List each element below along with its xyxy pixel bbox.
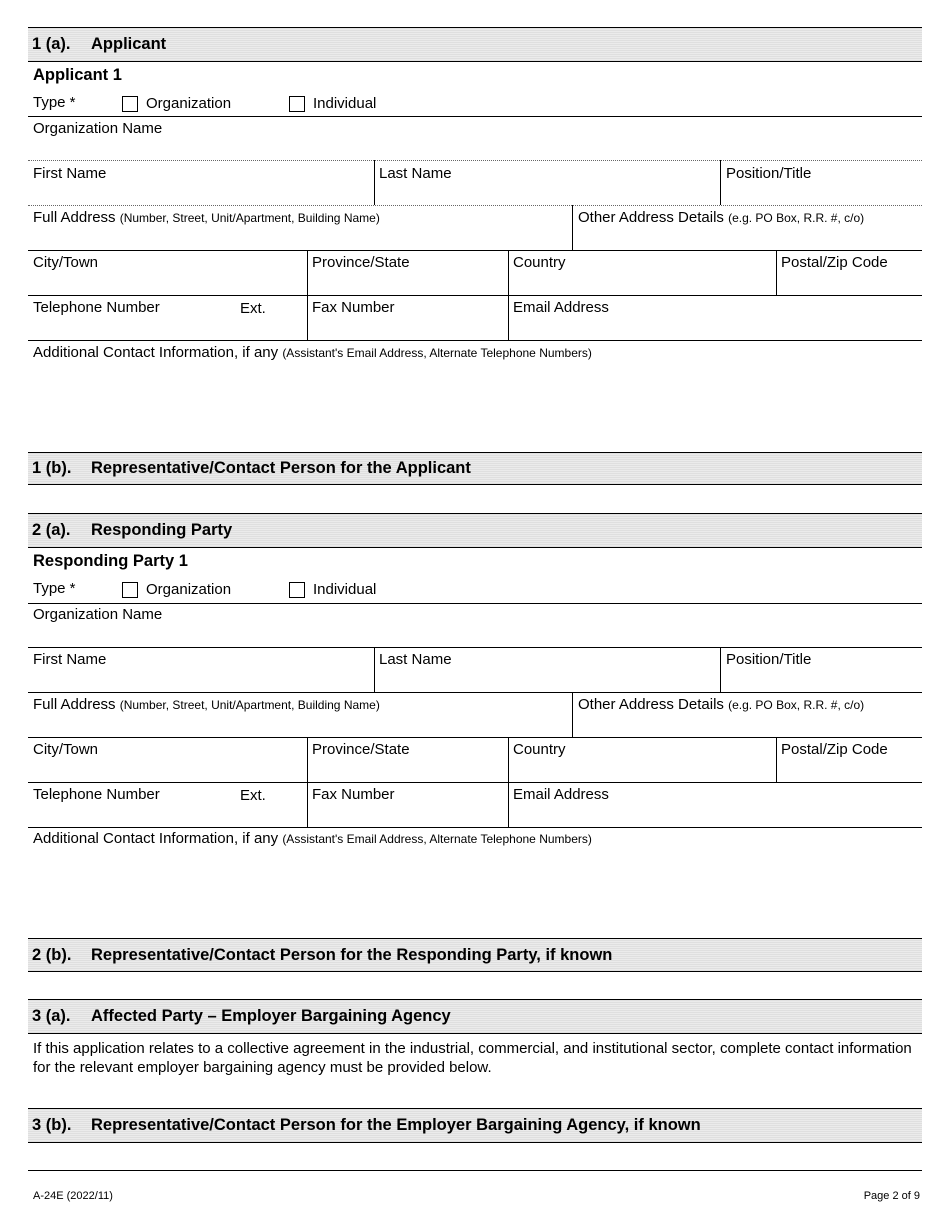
page-number: Page 2 of 9: [863, 1190, 920, 1202]
position-field[interactable]: [721, 161, 922, 205]
country-label: Country: [513, 741, 566, 758]
org-name-label: Organization Name: [33, 120, 163, 137]
full-address-hint: (Number, Street, Unit/Apartment, Building Name): [119, 698, 380, 712]
last-name-field[interactable]: [375, 161, 720, 205]
email-field[interactable]: [509, 783, 922, 827]
fax-field[interactable]: [308, 296, 508, 340]
postal-label: Postal/Zip Code: [781, 254, 888, 271]
additional-text: Additional Contact Information, if any: [33, 830, 279, 847]
party-subtitle: Applicant 1: [33, 66, 122, 84]
section-3a-instructions: If this application relates to a collective agreement in the industrial, commercial, and institutional sector, complete contact information for the relevant employer bargaining agency must be provided below.: [33, 1040, 912, 1076]
organization-checkbox[interactable]: [122, 96, 138, 112]
fax-label: Fax Number: [312, 786, 395, 803]
telephone-field[interactable]: [28, 783, 307, 827]
province-label: Province/State: [312, 741, 410, 758]
first-name-label: First Name: [33, 165, 107, 182]
telephone-field[interactable]: [28, 296, 307, 340]
full-address-field[interactable]: [28, 206, 572, 250]
section-header-1b: [28, 452, 922, 485]
type-label: Type *: [33, 94, 76, 111]
additional-hint: (Assistant's Email Address, Alternate Telephone Numbers): [282, 832, 592, 846]
additional-contact-label: [33, 344, 592, 361]
province-field[interactable]: [308, 738, 508, 782]
section-title: Representative/Contact Person for the Responding Party, if known: [91, 946, 613, 964]
postal-label: Postal/Zip Code: [781, 741, 888, 758]
full-address-field[interactable]: [28, 693, 572, 737]
ext-label: Ext.: [240, 787, 266, 804]
individual-checkbox[interactable]: [289, 582, 305, 598]
telephone-label: Telephone Number: [33, 299, 160, 316]
additional-text: Additional Contact Information, if any: [33, 344, 279, 361]
full-address-text: Full Address: [33, 696, 116, 713]
section-title: Representative/Contact Person for the Employer Bargaining Agency, if known: [91, 1116, 701, 1134]
section-header-3b: [28, 1108, 922, 1143]
other-address-text: Other Address Details: [578, 696, 724, 713]
position-label: Position/Title: [726, 651, 812, 668]
fax-field[interactable]: [308, 783, 508, 827]
organization-checkbox[interactable]: [122, 582, 138, 598]
divider: [28, 827, 922, 828]
full-address-text: Full Address: [33, 209, 116, 226]
province-label: Province/State: [312, 254, 410, 271]
divider: [28, 340, 922, 341]
type-label: Type *: [33, 580, 76, 597]
email-field[interactable]: [509, 296, 922, 340]
section-number: 1 (b).: [32, 459, 72, 477]
other-address-hint: (e.g. PO Box, R.R. #, c/o): [728, 698, 865, 712]
section-number: 3 (a).: [32, 1007, 71, 1025]
postal-field[interactable]: [777, 251, 922, 295]
other-address-field[interactable]: [573, 693, 922, 737]
country-field[interactable]: [509, 251, 776, 295]
footer-divider: [28, 1170, 922, 1171]
fax-label: Fax Number: [312, 299, 395, 316]
country-field[interactable]: [509, 738, 776, 782]
city-label: City/Town: [33, 741, 99, 758]
org-name-field[interactable]: [28, 604, 922, 647]
first-name-label: First Name: [33, 651, 107, 668]
section-header-2b: [28, 938, 922, 972]
last-name-field[interactable]: [375, 648, 720, 692]
country-label: Country: [513, 254, 566, 271]
individual-label: Individual: [313, 95, 377, 112]
additional-contact-label: [33, 830, 592, 847]
section-title: Representative/Contact Person for the Applicant: [91, 459, 471, 477]
section-number: 2 (a).: [32, 521, 71, 539]
other-address-text: Other Address Details: [578, 209, 724, 226]
other-address-field[interactable]: [573, 206, 922, 250]
postal-field[interactable]: [777, 738, 922, 782]
section-header-1a: [28, 27, 922, 62]
additional-contact-field[interactable]: [28, 362, 922, 450]
section-title: Responding Party: [91, 521, 233, 539]
position-field[interactable]: [721, 648, 922, 692]
first-name-field[interactable]: [28, 648, 374, 692]
section-number: 1 (a).: [32, 35, 71, 53]
section-number: 3 (b).: [32, 1116, 72, 1134]
section-header-3a: [28, 999, 922, 1034]
city-label: City/Town: [33, 254, 99, 271]
position-label: Position/Title: [726, 165, 812, 182]
section-title: Affected Party – Employer Bargaining Agency: [91, 1007, 451, 1025]
section-header-2a: [28, 513, 922, 548]
organization-label: Organization: [146, 581, 232, 598]
full-address-hint: (Number, Street, Unit/Apartment, Building Name): [119, 211, 380, 225]
other-address-hint: (e.g. PO Box, R.R. #, c/o): [728, 211, 865, 225]
org-name-label: Organization Name: [33, 606, 163, 623]
individual-label: Individual: [313, 581, 377, 598]
section-title: Applicant: [91, 35, 167, 53]
first-name-field[interactable]: [28, 161, 374, 205]
last-name-label: Last Name: [379, 651, 452, 668]
organization-label: Organization: [146, 95, 232, 112]
email-label: Email Address: [513, 299, 609, 316]
org-name-field[interactable]: [28, 117, 922, 160]
email-label: Email Address: [513, 786, 609, 803]
section-number: 2 (b).: [32, 946, 72, 964]
party-subtitle: Responding Party 1: [33, 552, 188, 570]
individual-checkbox[interactable]: [289, 96, 305, 112]
additional-hint: (Assistant's Email Address, Alternate Telephone Numbers): [282, 346, 592, 360]
city-field[interactable]: [28, 738, 307, 782]
additional-contact-field[interactable]: [28, 849, 922, 937]
ext-label: Ext.: [240, 300, 266, 317]
telephone-label: Telephone Number: [33, 786, 160, 803]
city-field[interactable]: [28, 251, 307, 295]
last-name-label: Last Name: [379, 165, 452, 182]
form-id: A-24E (2022/11): [33, 1190, 113, 1202]
province-field[interactable]: [308, 251, 508, 295]
